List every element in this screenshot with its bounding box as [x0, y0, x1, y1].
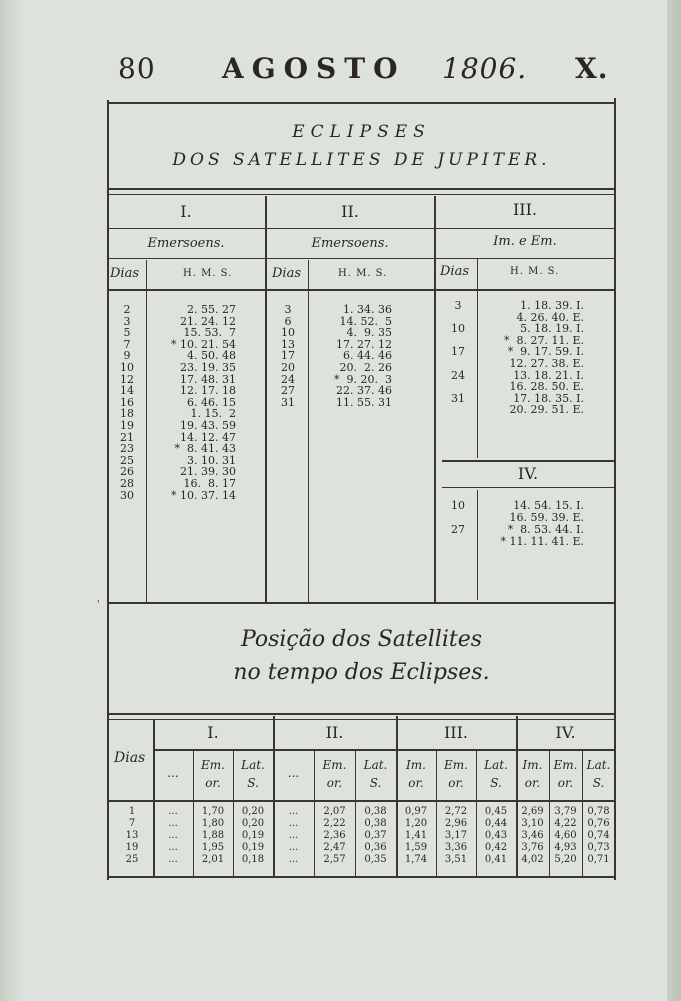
sat-III-times	[484, 300, 584, 416]
eclipse-time: 13. 18. 21. I.	[513, 368, 584, 382]
eclipse-time: * 8. 53. 44. I.	[507, 523, 584, 536]
eclipses-title-2: DOS SATELLITES DE JUPITER.	[172, 150, 551, 170]
rule	[107, 228, 616, 229]
eclipse-day: 10	[120, 360, 134, 374]
rule	[107, 800, 616, 802]
position-value: 2,72	[444, 806, 468, 817]
position-value: ...	[168, 818, 178, 829]
sat-I-hms-label: H. M. S.	[183, 268, 233, 279]
eclipse-time: * 10. 37. 14	[171, 488, 236, 502]
position-column-header: Em. or.	[201, 758, 225, 790]
position-value: 0,35	[364, 854, 387, 865]
position-day: 25	[125, 854, 139, 865]
position-value: 0,73	[587, 842, 610, 853]
sat-III-days	[442, 300, 474, 416]
eclipse-day: 25	[120, 453, 134, 467]
sat-II-times	[312, 304, 392, 408]
eclipse-day: 28	[120, 476, 134, 490]
sat-III-label: III.	[512, 200, 538, 219]
position-value: 0,43	[484, 830, 508, 841]
position-value: 0,20	[241, 818, 265, 829]
position-column-header: Em. or.	[553, 758, 578, 790]
position-value: 0,18	[241, 854, 265, 865]
sat-III-type: Im. e Em.	[493, 234, 557, 249]
frame-bottom	[107, 876, 616, 878]
position-value: 4,93	[554, 842, 577, 853]
positions-days	[112, 806, 152, 866]
position-value: 1,20	[404, 818, 428, 829]
position-values	[233, 806, 273, 866]
eclipse-time: 12. 17. 18	[180, 384, 236, 398]
eclipse-time: 11. 55. 31	[336, 395, 392, 409]
eclipse-time: 6. 46. 15	[187, 395, 236, 409]
rule	[107, 194, 616, 195]
rule	[107, 713, 616, 715]
position-column-header: Lat. S.	[484, 758, 508, 790]
position-values	[273, 806, 314, 866]
rule	[107, 258, 616, 259]
position-value: 1,95	[201, 842, 225, 853]
sat-IV-times	[484, 500, 584, 548]
eclipse-time: 21. 39. 30	[180, 465, 236, 479]
position-column-header: Lat. S.	[241, 758, 265, 790]
eclipse-day: 27	[281, 384, 295, 398]
frame-top	[107, 102, 616, 104]
sat-IV-label: IV.	[517, 464, 539, 483]
eclipse-time: * 10. 21. 54	[171, 337, 236, 351]
eclipse-day: 17	[451, 345, 465, 359]
year-heading: 1806.	[442, 52, 528, 85]
position-value: 2,69	[521, 806, 544, 817]
eclipse-time: * 9. 20. 3	[334, 372, 392, 386]
position-value: ...	[288, 806, 299, 817]
eclipse-day	[442, 536, 474, 548]
divider	[477, 490, 478, 600]
position-value: ...	[168, 830, 178, 841]
eclipse-time: 17. 27. 12	[336, 337, 392, 351]
eclipse-day: 13	[281, 337, 295, 351]
position-column-header: Im. or.	[406, 758, 426, 790]
position-value: 0,38	[364, 806, 387, 817]
position-day: 13	[125, 830, 139, 841]
position-values	[193, 806, 233, 866]
position-values	[355, 806, 396, 866]
position-day: 19	[125, 842, 139, 853]
position-value: 1,59	[404, 842, 428, 853]
rule	[442, 487, 616, 488]
eclipse-day: 17	[281, 349, 295, 363]
eclipses-title-1: ECLIPSES	[292, 122, 431, 142]
position-values	[153, 806, 193, 866]
position-values	[396, 806, 436, 866]
position-group-label: IV.	[555, 723, 576, 742]
margin-mark: '	[97, 600, 100, 610]
positions-title-2: no tempo dos Eclipses.	[233, 660, 490, 685]
rule	[107, 719, 616, 720]
position-value: 2,47	[323, 842, 346, 853]
positions-title-1: Posição dos Satellites	[240, 627, 483, 652]
position-column-header: ...	[167, 766, 179, 780]
position-value: ...	[168, 842, 178, 853]
eclipse-time: 19. 43. 59	[180, 418, 236, 432]
eclipse-day: 31	[281, 395, 295, 409]
eclipse-day: 14	[120, 384, 134, 398]
eclipse-time: 4. 9. 35	[346, 326, 392, 340]
eclipse-time: * 8. 41. 43	[174, 442, 236, 456]
eclipse-day: 18	[120, 407, 134, 421]
position-group-label: I.	[207, 723, 219, 742]
position-value: ...	[288, 842, 299, 853]
eclipse-day: 19	[120, 418, 134, 432]
position-group-label: II.	[325, 723, 344, 742]
position-value: 0,38	[364, 818, 387, 829]
eclipse-day: 10	[451, 322, 465, 336]
position-value: 1,88	[201, 830, 225, 841]
position-value: ...	[288, 818, 299, 829]
rule	[153, 749, 615, 751]
position-value: 0,71	[587, 854, 610, 865]
eclipse-time: * 8. 27. 11. E.	[504, 333, 584, 347]
position-value: 0,78	[587, 806, 610, 817]
eclipse-day: 21	[120, 430, 134, 444]
sat-II-type: Emersoens.	[311, 236, 389, 251]
sat-II-days	[272, 304, 304, 408]
position-value: 4,22	[554, 818, 577, 829]
position-value: 1,74	[404, 854, 428, 865]
position-value: 2,57	[323, 854, 346, 865]
eclipse-time: 17. 18. 35. I.	[513, 391, 584, 405]
position-value: 3,79	[554, 806, 577, 817]
eclipse-day: 9	[123, 349, 131, 363]
rule	[442, 460, 616, 462]
sat-II-label: II.	[341, 202, 359, 221]
position-value: 0,44	[484, 818, 508, 829]
position-values	[549, 806, 582, 866]
eclipse-time: 21. 24. 12	[180, 314, 236, 328]
eclipse-time: 2. 55. 27	[187, 303, 236, 316]
eclipse-day: 23	[120, 442, 134, 456]
position-value: 3,51	[444, 854, 468, 865]
eclipse-time: 1. 18. 39. I.	[520, 299, 584, 312]
eclipse-time: 23. 19. 35	[180, 360, 236, 374]
position-value: 1,80	[201, 818, 225, 829]
eclipse-time: 16. 59. 39. E.	[509, 511, 584, 524]
eclipse-day: 2	[123, 303, 131, 316]
eclipse-time: 16. 28. 50. E.	[509, 380, 584, 394]
eclipse-time: 17. 48. 31	[180, 372, 236, 386]
sat-I-label: I.	[180, 202, 192, 221]
eclipse-time: 3. 10. 31	[187, 453, 236, 467]
position-value: 0,20	[241, 806, 265, 817]
eclipse-day	[442, 358, 474, 370]
position-value: ...	[288, 854, 299, 865]
position-value: 2,07	[323, 806, 346, 817]
eclipse-day	[442, 404, 474, 416]
position-column-header: Im. or.	[522, 758, 543, 790]
positions-days-label: Dias	[114, 750, 146, 766]
position-value: 0,97	[404, 806, 428, 817]
rule	[107, 289, 616, 291]
position-value: 2,22	[323, 818, 346, 829]
eclipse-day: 20	[281, 360, 295, 374]
position-value: 0,74	[587, 830, 610, 841]
position-day: 7	[128, 818, 136, 829]
eclipse-day: 7	[123, 337, 131, 351]
position-value: 0,36	[364, 842, 387, 853]
position-value: 0,76	[587, 818, 610, 829]
divider	[308, 260, 309, 604]
eclipse-time: 14. 12. 47	[180, 430, 236, 444]
eclipse-time: 1. 34. 36	[343, 303, 392, 316]
position-column-header: Lat. S.	[363, 758, 388, 790]
position-day: 1	[128, 806, 136, 817]
position-value: 0,19	[241, 830, 265, 841]
eclipse-time: 14. 54. 15. I.	[513, 499, 584, 512]
position-values	[436, 806, 476, 866]
eclipse-day: 10	[281, 326, 295, 340]
eclipse-day: 3	[284, 303, 292, 316]
eclipse-time: 6. 44. 46	[343, 349, 392, 363]
position-value: 0,42	[484, 842, 508, 853]
eclipse-time: 15. 53. 7	[183, 326, 236, 340]
position-value: 3,36	[444, 842, 468, 853]
eclipse-day: 24	[451, 368, 465, 382]
eclipse-day: 6	[284, 314, 292, 328]
eclipse-time: 4. 50. 48	[187, 349, 236, 363]
position-value: 1,70	[201, 806, 225, 817]
rule	[107, 602, 616, 604]
sat-I-type: Emersoens.	[147, 236, 225, 251]
eclipse-time: 14. 52. 5	[339, 314, 392, 328]
section-number: X.	[575, 52, 609, 85]
position-value: 1,41	[404, 830, 428, 841]
sat-III-days-label: Dias	[440, 264, 470, 279]
position-value: ...	[168, 806, 178, 817]
divider	[477, 258, 478, 458]
eclipse-time: 12. 27. 38. E.	[509, 356, 584, 370]
position-value: 2,96	[444, 818, 468, 829]
eclipse-day: 31	[451, 391, 465, 405]
eclipse-day	[442, 381, 474, 393]
divider	[146, 260, 147, 604]
position-value: 3,17	[444, 830, 468, 841]
eclipse-day: 3	[123, 314, 131, 328]
position-column-header: Lat. S.	[586, 758, 611, 790]
eclipse-time: 16. 8. 17	[183, 476, 236, 490]
position-value: 0,45	[484, 806, 508, 817]
eclipse-day: 3	[454, 299, 462, 312]
position-values	[582, 806, 615, 866]
position-value: 3,46	[521, 830, 544, 841]
eclipse-day: 12	[120, 372, 134, 386]
eclipse-time: 5. 18. 19. I.	[520, 322, 584, 336]
position-value: 0,37	[364, 830, 387, 841]
sat-IV-days	[442, 500, 474, 548]
position-value: 4,02	[521, 854, 544, 865]
position-values	[314, 806, 355, 866]
eclipse-day: 10	[451, 499, 465, 512]
position-value: 5,20	[554, 854, 577, 865]
position-value: 2,36	[323, 830, 346, 841]
eclipse-day: 16	[120, 395, 134, 409]
position-column-header: Em. or.	[444, 758, 468, 790]
sat-I-times	[150, 304, 236, 501]
sat-II-hms-label: H. M. S.	[338, 268, 388, 279]
sat-I-days	[112, 304, 142, 501]
eclipse-day: 30	[120, 488, 134, 502]
eclipse-time: * 9. 17. 59. I.	[507, 345, 584, 359]
sat-II-days-label: Dias	[272, 266, 302, 281]
rule	[107, 188, 616, 190]
position-value: 2,01	[201, 854, 225, 865]
position-value: 3,10	[521, 818, 544, 829]
position-values	[516, 806, 549, 866]
position-value: 0,41	[484, 854, 508, 865]
sat-I-days-label: Dias	[110, 266, 140, 281]
position-value: ...	[168, 854, 178, 865]
eclipse-day: 26	[120, 465, 134, 479]
position-group-label: III.	[443, 723, 469, 742]
eclipse-time: 20. 29. 51. E.	[509, 403, 584, 417]
eclipse-time: 20. 2. 26	[339, 360, 392, 374]
position-value: 4,60	[554, 830, 577, 841]
position-column-header: ...	[287, 766, 300, 780]
eclipse-time: 1. 15. 2	[190, 407, 236, 421]
position-value: 0,19	[241, 842, 265, 853]
eclipse-time: 22. 37. 46	[336, 384, 392, 398]
eclipse-time: * 11. 11. 41. E.	[500, 535, 584, 548]
sat-III-hms-label: H. M. S.	[510, 266, 560, 277]
position-value: 3,76	[521, 842, 544, 853]
eclipse-day: 5	[123, 326, 131, 340]
eclipse-day: 24	[281, 372, 295, 386]
position-values	[476, 806, 516, 866]
page-number: 80	[118, 52, 156, 85]
eclipse-time: 4. 26. 40. E.	[516, 310, 584, 324]
eclipse-day: 27	[451, 523, 465, 536]
position-column-header: Em. or.	[322, 758, 347, 790]
month-heading: AGOSTO	[222, 52, 406, 85]
position-value: ...	[288, 830, 299, 841]
